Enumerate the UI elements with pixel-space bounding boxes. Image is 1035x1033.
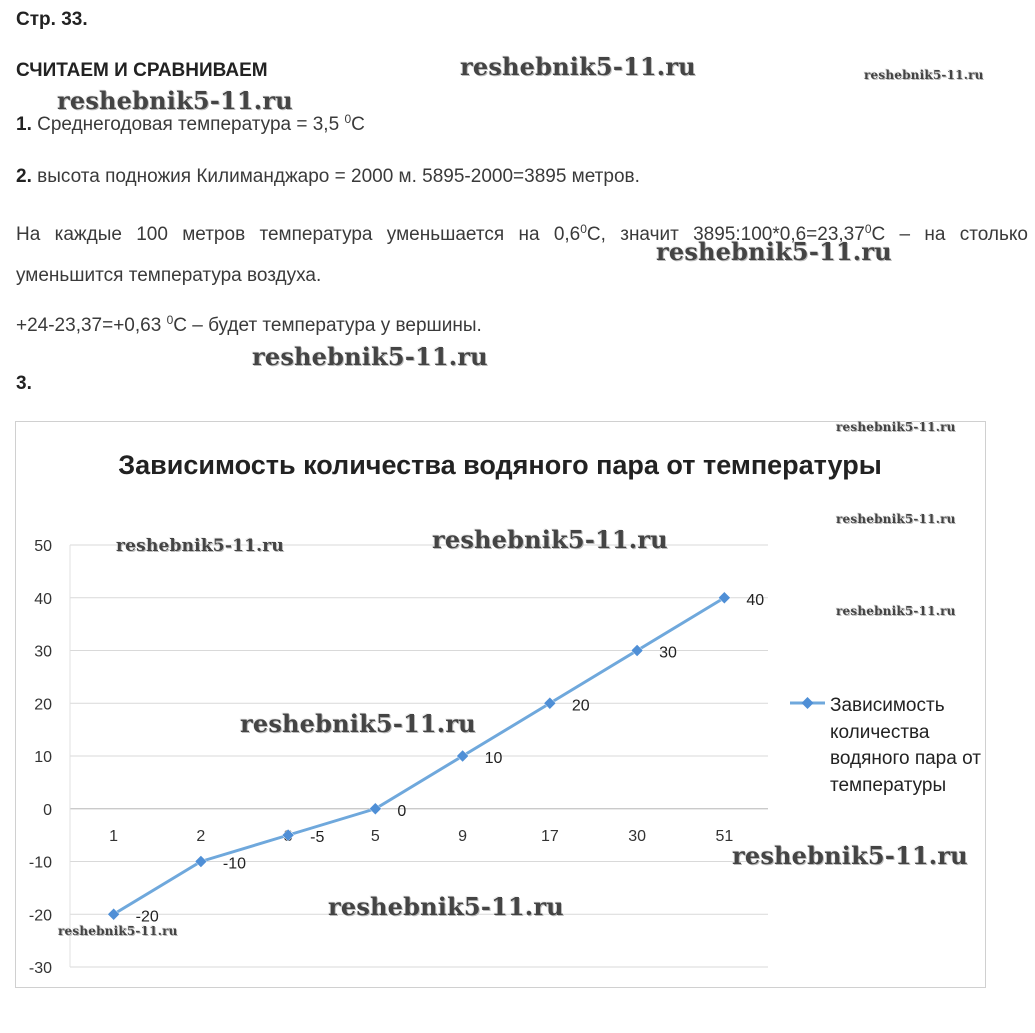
paragraph-4-degree: 0 — [166, 313, 174, 327]
item-1-unit: С — [351, 114, 365, 135]
data-label: -20 — [135, 908, 159, 926]
series-line-segment — [114, 862, 201, 915]
watermark: reshebnik5-11.ru — [432, 525, 668, 554]
paragraph-3-part-c: С – на столько уменьшится температура воздуха. — [16, 224, 1028, 286]
page-number: Стр. 33. — [16, 9, 88, 30]
data-label: -10 — [222, 855, 246, 873]
y-tick-label: -30 — [28, 960, 52, 977]
data-label: 0 — [397, 802, 407, 820]
item-2-text: высота подножия Килиманджаро = 2000 м. 5895-2000=3895 метров. — [37, 166, 640, 187]
y-tick-label: 20 — [34, 696, 52, 714]
x-tick-label: 17 — [540, 827, 559, 845]
item-1-degree: 0 — [344, 112, 352, 126]
paragraph-3-part-a: На каждые 100 метров температура уменьшается на 0,6 — [16, 224, 581, 245]
y-tick-label: 40 — [34, 590, 52, 608]
series-line-segment — [375, 756, 462, 809]
paragraph-4-part-a: +24-23,37=+0,63 — [16, 315, 162, 336]
paragraph-3-part-b: С, значит 3895:100*0,6=23,37 — [586, 224, 865, 245]
watermark: reshebnik5-11.ru — [252, 342, 488, 371]
item-1-number: 1. — [16, 114, 32, 135]
series-line-segment — [637, 598, 724, 651]
y-tick-label: 10 — [34, 749, 52, 766]
paragraph-3-degree-1: 0 — [580, 222, 587, 236]
data-label: 30 — [659, 644, 677, 662]
y-tick-label: -20 — [28, 907, 52, 925]
watermark: reshebnik5-11.ru — [240, 709, 476, 738]
watermark: reshebnik5-11.ru — [836, 420, 956, 434]
watermark: reshebnik5-11.ru — [460, 52, 696, 81]
series-line-segment — [550, 651, 637, 704]
x-tick-label: 1 — [109, 827, 119, 845]
series-line-segment — [288, 809, 375, 835]
watermark: reshebnik5-11.ru — [732, 841, 968, 870]
watermark: reshebnik5-11.ru — [57, 86, 293, 115]
data-label: 10 — [484, 750, 503, 767]
watermark: reshebnik5-11.ru — [656, 237, 892, 266]
watermark: reshebnik5-11.ru — [58, 924, 178, 938]
y-tick-label: 30 — [34, 643, 52, 661]
y-tick-label: -10 — [28, 854, 52, 872]
watermark: reshebnik5-11.ru — [328, 892, 564, 921]
chart-title: Зависимость количества водяного пара от температуры — [118, 450, 882, 480]
x-tick-label: 51 — [715, 827, 734, 845]
data-label: -5 — [310, 829, 325, 847]
paragraph-4-part-b: С – будет температура у вершины. — [173, 315, 482, 336]
watermark: reshebnik5-11.ru — [864, 68, 984, 82]
item-3-number: 3. — [16, 373, 32, 394]
y-tick-label: 0 — [43, 801, 52, 819]
x-tick-label: 9 — [458, 827, 468, 845]
section-heading: СЧИТАЕМ И СРАВНИВАЕМ — [16, 60, 268, 81]
x-tick-label: 30 — [628, 827, 647, 845]
x-tick-label: 5 — [370, 827, 380, 845]
watermark: reshebnik5-11.ru — [836, 604, 956, 618]
item-2-number: 2. — [16, 166, 32, 187]
data-label: 20 — [571, 697, 590, 715]
legend-label: Зависимость количества водяного пара от температуры — [830, 695, 981, 796]
y-tick-label: 50 — [34, 538, 52, 555]
watermark: reshebnik5-11.ru — [116, 536, 284, 556]
item-1-text: Среднегодовая температура = 3,5 — [37, 114, 340, 135]
data-label: 40 — [746, 591, 765, 609]
legend-marker — [802, 697, 814, 709]
x-tick-label: 2 — [196, 827, 206, 845]
watermark: reshebnik5-11.ru — [836, 512, 956, 526]
paragraph-3-degree-2: 0 — [864, 222, 872, 236]
